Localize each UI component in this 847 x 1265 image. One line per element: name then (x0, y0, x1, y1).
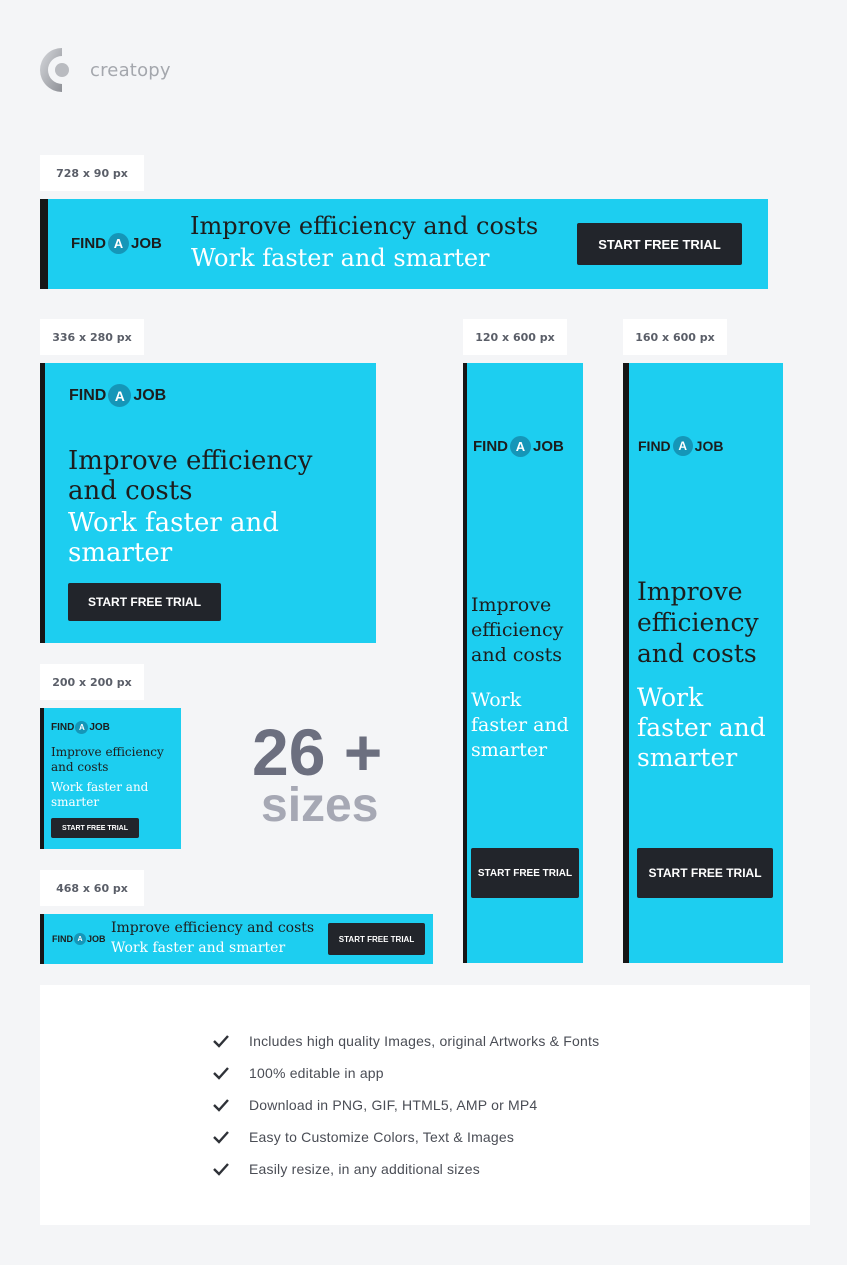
size-tag-728x90: 728 x 90 px (40, 155, 144, 191)
size-tag-336x280: 336 x 280 px (40, 319, 144, 355)
logo-word-find: FIND (52, 934, 73, 944)
logo-a-icon: A (108, 233, 129, 254)
logo-a-icon: A (75, 721, 88, 734)
logo-word-job: JOB (87, 934, 106, 944)
findajob-logo (51, 721, 110, 734)
feature-text: Easy to Customize Colors, Text & Images (249, 1129, 515, 1145)
banner-subline: Work faster and smarter (68, 508, 279, 568)
logo-a-icon: A (510, 436, 531, 457)
start-free-trial-button[interactable]: START FREE TRIAL (51, 818, 139, 838)
creatopy-brand[interactable] (40, 44, 171, 96)
banner-336x280[interactable] (40, 363, 376, 643)
size-tag-160x600: 160 x 600 px (623, 319, 727, 355)
features-panel (40, 985, 810, 1225)
logo-word-job: JOB (133, 386, 167, 404)
feature-item (212, 1062, 384, 1084)
start-free-trial-button[interactable]: START FREE TRIAL (577, 223, 742, 265)
logo-word-find: FIND (638, 438, 671, 454)
banner-headline: Improve efficiency and costs (111, 920, 315, 936)
brand-name: creatopy (90, 59, 171, 81)
banner-subline: Work faster and smarter (51, 780, 149, 809)
banner-200x200[interactable] (40, 708, 181, 849)
findajob-logo (71, 233, 162, 254)
banner-468x60[interactable] (40, 914, 433, 964)
banner-subline: Work faster and smarter (111, 940, 286, 956)
feature-text: Download in PNG, GIF, HTML5, AMP or MP4 (249, 1097, 538, 1113)
check-icon (212, 1098, 249, 1112)
size-tag-120x600: 120 x 600 px (463, 319, 567, 355)
banner-subline: Work faster and smarter (191, 244, 490, 272)
feature-item (212, 1030, 599, 1052)
logo-word-find: FIND (71, 235, 106, 252)
sizes-count: 26 + (252, 715, 383, 789)
size-tag-468x60: 468 x 60 px (40, 870, 144, 906)
banner-headline: Improve efficiency and costs (471, 594, 564, 666)
start-free-trial-button[interactable]: START FREE TRIAL (471, 848, 579, 898)
logo-word-find: FIND (51, 722, 75, 733)
feature-text: 100% editable in app (249, 1065, 384, 1081)
banner-headline: Improve efficiency and costs (51, 745, 164, 774)
feature-item (212, 1158, 480, 1180)
creatopy-logo-icon (40, 44, 84, 96)
findajob-logo (473, 436, 564, 457)
feature-item (212, 1126, 514, 1148)
feature-text: Easily resize, in any additional sizes (249, 1161, 480, 1177)
findajob-logo (638, 436, 723, 456)
banner-160x600[interactable] (623, 363, 783, 963)
start-free-trial-button[interactable]: START FREE TRIAL (328, 923, 425, 955)
check-icon (212, 1066, 249, 1080)
logo-word-job: JOB (131, 235, 162, 252)
banner-headline: Improve efficiency and costs (68, 446, 313, 506)
banner-120x600[interactable] (463, 363, 583, 963)
check-icon (212, 1130, 249, 1144)
start-free-trial-button[interactable]: START FREE TRIAL (68, 583, 221, 621)
feature-text: Includes high quality Images, original Artworks & Fonts (249, 1033, 600, 1049)
feature-item (212, 1094, 537, 1116)
logo-word-find: FIND (69, 386, 107, 404)
size-tag-200x200: 200 x 200 px (40, 664, 144, 700)
check-icon (212, 1034, 249, 1048)
banner-headline: Improve efficiency and costs (190, 212, 539, 240)
logo-word-find: FIND (473, 438, 508, 455)
logo-a-icon: A (108, 384, 131, 407)
sizes-label: sizes (261, 779, 379, 832)
findajob-logo (52, 933, 106, 945)
check-icon (212, 1162, 249, 1176)
logo-a-icon: A (74, 933, 86, 945)
banner-headline: Improve efficiency and costs (637, 577, 759, 668)
banner-subline: Work faster and smarter (637, 683, 766, 772)
logo-word-job: JOB (533, 438, 564, 455)
start-free-trial-button[interactable]: START FREE TRIAL (637, 848, 773, 898)
logo-word-job: JOB (89, 722, 110, 733)
logo-word-job: JOB (694, 438, 724, 454)
banner-subline: Work faster and smarter (471, 689, 569, 761)
findajob-logo (69, 384, 166, 407)
banner-728x90[interactable] (40, 199, 768, 289)
logo-a-icon: A (673, 436, 693, 456)
